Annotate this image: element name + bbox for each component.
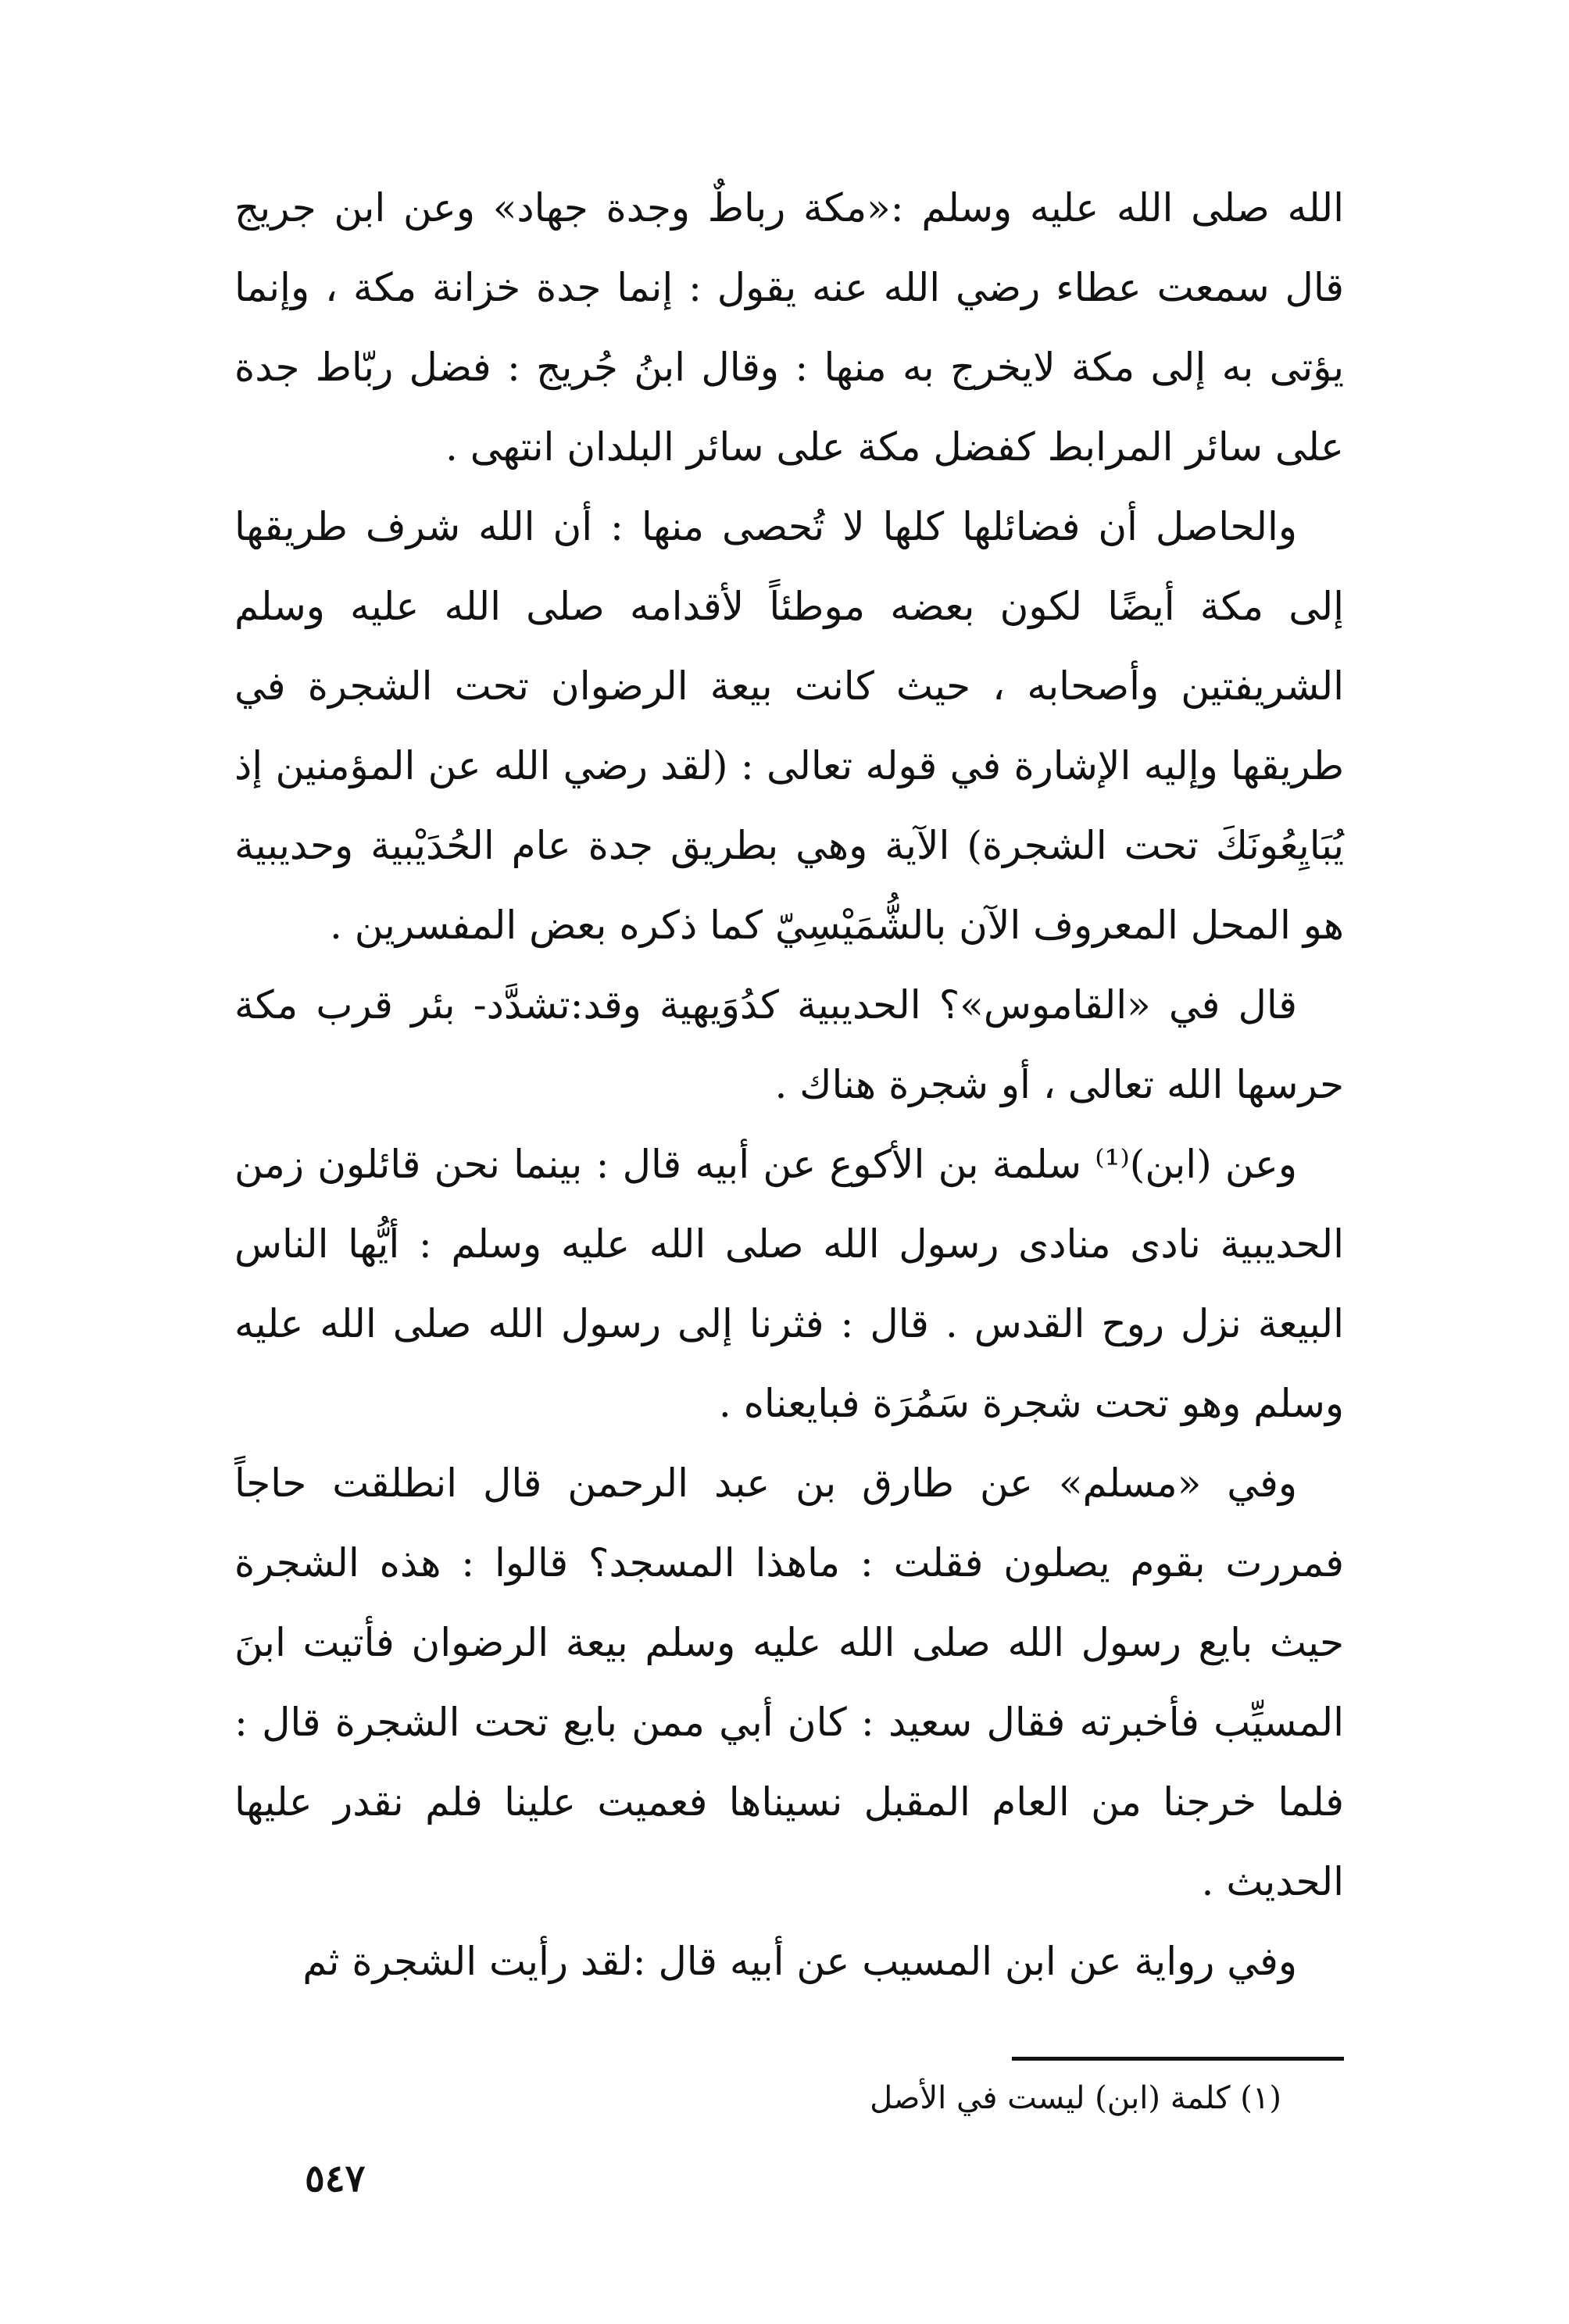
- paragraph: قال في «القاموس»؟ الحديبية كدُوَيهية وقد:تشدَّد- بئر قرب مكة حرسها الله تعالى ، أو شجرة هناك .: [234, 982, 1344, 1107]
- paragraph: الله صلى الله عليه وسلم :«مكة رباطٌ وجدة جهاد» وعن ابن جريج قال سمعت عطاء رضي الله عنه يقول : إنما جدة خزانة مكة ، وإنما يؤتى به إلى مكة لايخرج به منها : وقال ابنُ جُريج : فضل ربّاط جدة على سائر المرابط كفضل مكة على سائر البلدان انتهى .: [234, 185, 1344, 470]
- page-number: ٥٤٧: [305, 2157, 366, 2201]
- paragraph: وفي رواية عن ابن المسيب عن أبيه قال :لقد رأيت الشجرة ثم: [302, 1939, 1297, 1984]
- footnote-separator: [1012, 2057, 1344, 2061]
- footnote: (١) كلمة (ابن) ليست في الأصل: [870, 2080, 1281, 2116]
- paragraph: وفي «مسلم» عن طارق بن عبد الرحمن قال انطلقت حاجاً فمررت بقوم يصلون فقلت : ماهذا المسجد؟ قالوا : هذه الشجرة حيث بايع رسول الله صلى الله عليه وسلم بيعة الرضوان فأتيت ابنَ المسيِّب فأخبرته فقال سعيد : كان أبي ممن بايع تحت الشجرة قال : فلما خرجنا من العام المقبل نسيناها فعميت علينا فلم نقدر عليها الحديث .: [234, 1461, 1344, 1904]
- paragraph: والحاصل أن فضائلها كلها لا تُحصى منها : أن الله شرف طريقها إلى مكة أيضًا لكون بعضه موطئاً لأقدامه صلى الله عليه وسلم الشريفتين وأصحابه ، حيث كانت بيعة الرضوان تحت الشجرة في طريقها وإليه الإشارة في قوله تعالى : (لقد رضي الله عن المؤمنين إذ يُبَايِعُونَكَ تحت الشجرة) الآية وهي بطريق جدة عام الحُدَيْبية وحديبية هو المحل المعروف الآن بالشُّمَيْسِيّ كما ذكره بعض المفسرين .: [234, 504, 1344, 948]
- main-text: [234, 168, 1344, 2001]
- paragraph: وعن (ابن)⁽¹⁾ سلمة بن الأكوع عن أبيه قال : بينما نحن قائلون زمن الحديبية نادى منادى رسول الله صلى الله عليه وسلم : أيُّها الناس البيعة نزل روح القدس . قال : فثرنا إلى رسول الله صلى الله عليه وسلم وهو تحت شجرة سَمُرَة فبايعناه .: [234, 1142, 1344, 1426]
